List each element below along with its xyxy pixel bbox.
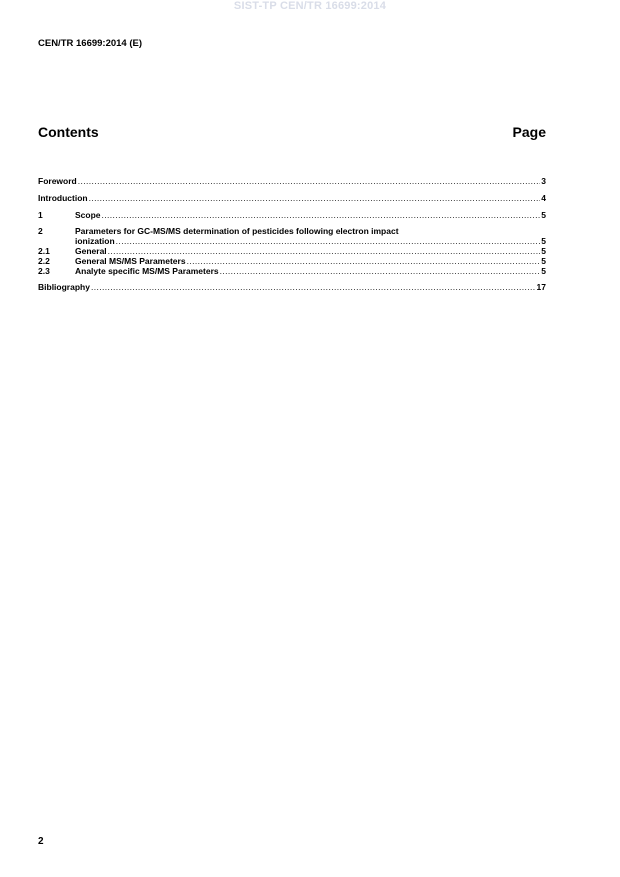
toc-entry-title: Analyte specific MS/MS Parameters [75, 266, 219, 276]
toc-entry-title: General [75, 246, 107, 256]
leader-dots [108, 246, 541, 256]
toc-entry-number: 2.1 [38, 246, 50, 256]
leader-dots [91, 282, 536, 292]
toc-entry-analyte-msms[interactable] [38, 266, 546, 276]
page-column-label: Page [512, 124, 546, 140]
leader-dots [220, 266, 541, 276]
page-number: 2 [38, 836, 44, 847]
toc-entry-title-line1: Parameters for GC-MS/MS determination of pesticides following electron impact [75, 226, 399, 236]
toc-entry-number: 2.2 [38, 256, 50, 266]
leader-dots [187, 256, 541, 266]
leader-dots [116, 236, 541, 246]
contents-heading: Contents [38, 124, 99, 140]
toc-entry-scope[interactable] [38, 210, 546, 220]
toc-entry-page: 4 [541, 193, 546, 203]
toc-entry-page: 5 [541, 266, 546, 276]
toc-entry-page: 5 [541, 246, 546, 256]
toc-entry-title: Foreword [38, 176, 77, 186]
toc-entry-page: 5 [541, 210, 546, 220]
toc-entry-general-msms[interactable] [38, 256, 546, 266]
leader-dots [89, 193, 541, 203]
toc-entry-page: 3 [541, 176, 546, 186]
contents-header [38, 124, 546, 140]
leader-dots [78, 176, 541, 186]
table-of-contents [38, 176, 546, 292]
toc-entry-general[interactable] [38, 246, 546, 256]
toc-entry-title-block [75, 226, 546, 246]
watermark-text: SIST-TP CEN/TR 16699:2014 [233, 0, 387, 12]
toc-entry-page: 5 [541, 256, 546, 266]
toc-entry-title-continuation [75, 236, 546, 246]
toc-entry-title: Introduction [38, 193, 88, 203]
toc-entry-number: 1 [38, 210, 43, 220]
toc-entry-foreword[interactable] [38, 176, 546, 186]
toc-entry-bibliography[interactable] [38, 282, 546, 292]
toc-entry-title-line2: ionization [75, 236, 115, 246]
toc-entry-number: 2.3 [38, 266, 50, 276]
document-id: CEN/TR 16699:2014 (E) [38, 38, 143, 49]
toc-entry-page: 17 [536, 282, 546, 292]
toc-entry-number: 2 [38, 226, 43, 236]
toc-entry-page: 5 [541, 236, 546, 246]
toc-entry-introduction[interactable] [38, 193, 546, 203]
toc-entry-title: General MS/MS Parameters [75, 256, 186, 266]
toc-entry-title: Scope [75, 210, 101, 220]
leader-dots [102, 210, 541, 220]
toc-entry-parameters[interactable] [38, 226, 546, 246]
toc-entry-title: Bibliography [38, 282, 90, 292]
